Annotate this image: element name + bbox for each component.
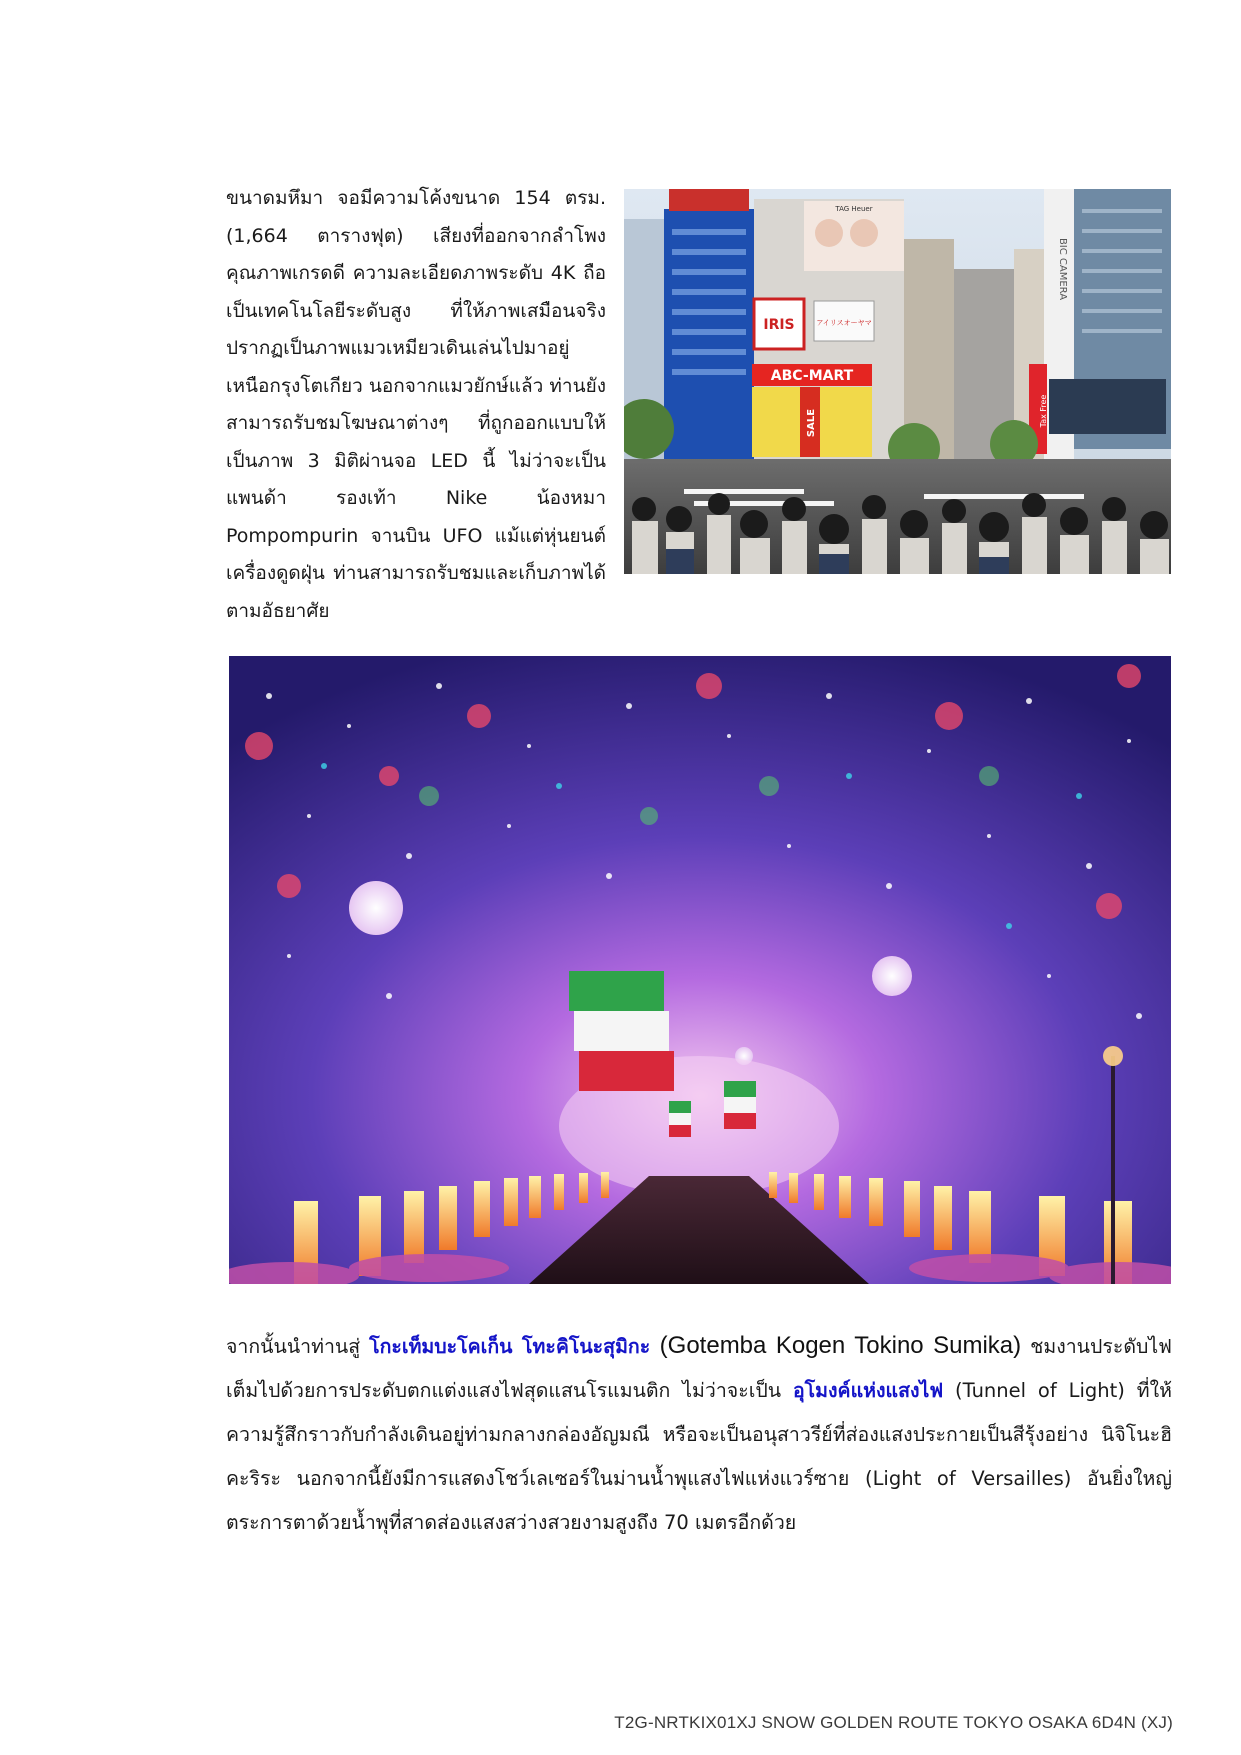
light-orb-right (872, 956, 912, 996)
iris-sub-text: アイリスオーヤマ (816, 319, 872, 327)
bic-camera-text: BIC CAMERA (1057, 237, 1068, 301)
place-name-thai: โกะเท็มบะโคเก็น โทะคิโนะสุมิกะ (369, 1335, 651, 1358)
shibuya-crossing-photo (624, 189, 1171, 574)
light-orb-left (349, 881, 403, 935)
paragraph-lead: จากนั้นนำท่านสู่ (226, 1335, 370, 1358)
paragraph-middle: ชมงานประดับไฟ เต็มไปด้วยการประดับตกแต่งแสงไฟสุดแสนโรแมนติก ไม่ว่าจะเป็น (226, 1335, 1172, 1402)
italian-flag-large (569, 971, 674, 1091)
tunnel-of-light-photo (229, 656, 1171, 1284)
tunnel-of-light-thai: อุโมงค์แห่งแสงไฟ (792, 1379, 944, 1402)
abc-mart-text: ABC-MART (770, 368, 854, 384)
tag-heuer-sign: TAG Heuer (835, 205, 873, 213)
gotemba-description-paragraph (226, 1324, 1172, 1545)
iris-logo-text: IRIS (763, 317, 795, 333)
paragraph-end: (Tunnel of Light) ที่ให้ความรู้สึกราวกับกำลังเดินอยู่ท่ามกลางกล่องอัญมณี หรือจะเป็นอนุสาวรีย์ที่ส่องแสงประกายเป็นสีรุ้งอย่าง นิจิโนะฮิคะริระ นอกจากนี้ยังมีการแสดงโชว์เลเซอร์ในม่านน้ำพุแสงไฟแห่งแวร์ซาย (Light of Versailles) อันยิ่งใหญ่ตระการตาด้วยน้ำพุที่สาดส่องแสงสว่างสวยงามสูงถึง 70 เมตรอีกด้วย (226, 1379, 1172, 1534)
sale-text: SALE (806, 408, 817, 438)
page-footer: T2G-NRTKIX01XJ SNOW GOLDEN ROUTE TOKYO OSAKA 6D4N (XJ) (614, 1713, 1173, 1732)
tax-free-text: Tax Free (1039, 394, 1048, 428)
intro-paragraph: ขนาดมหึมา จอมีความโค้งขนาด 154 ตรม. (1,664 ตารางฟุต) เสียงที่ออกจากลำโพงคุณภาพเกรดดี ความละเอียดภาพระดับ 4K ถือเป็นเทคโนโลยีระดับสูง ที่ให้ภาพเสมือนจริง ปรากฏเป็นภาพแมวเหมียวเดินเล่นไปมาอยู่เหนือกรุงโตเกียว นอกจากแมวยักษ์แล้ว ท่านยังสามารถรับชมโฆษณาต่างๆ ที่ถูกออกแบบให้เป็นภาพ 3 มิติผ่านจอ LED นี้ ไม่ว่าจะเป็น แพนด้า รองเท้า Nike น้องหมา Pompompurin จานบิน UFO แม้แต่หุ่นยนต์เครื่องดูดฝุ่น ท่านสามารถรับชมและเก็บภาพได้ตามอัธยาศัย (226, 187, 606, 622)
place-name-english: (Gotemba Kogen Tokino Sumika) (650, 1332, 1022, 1359)
